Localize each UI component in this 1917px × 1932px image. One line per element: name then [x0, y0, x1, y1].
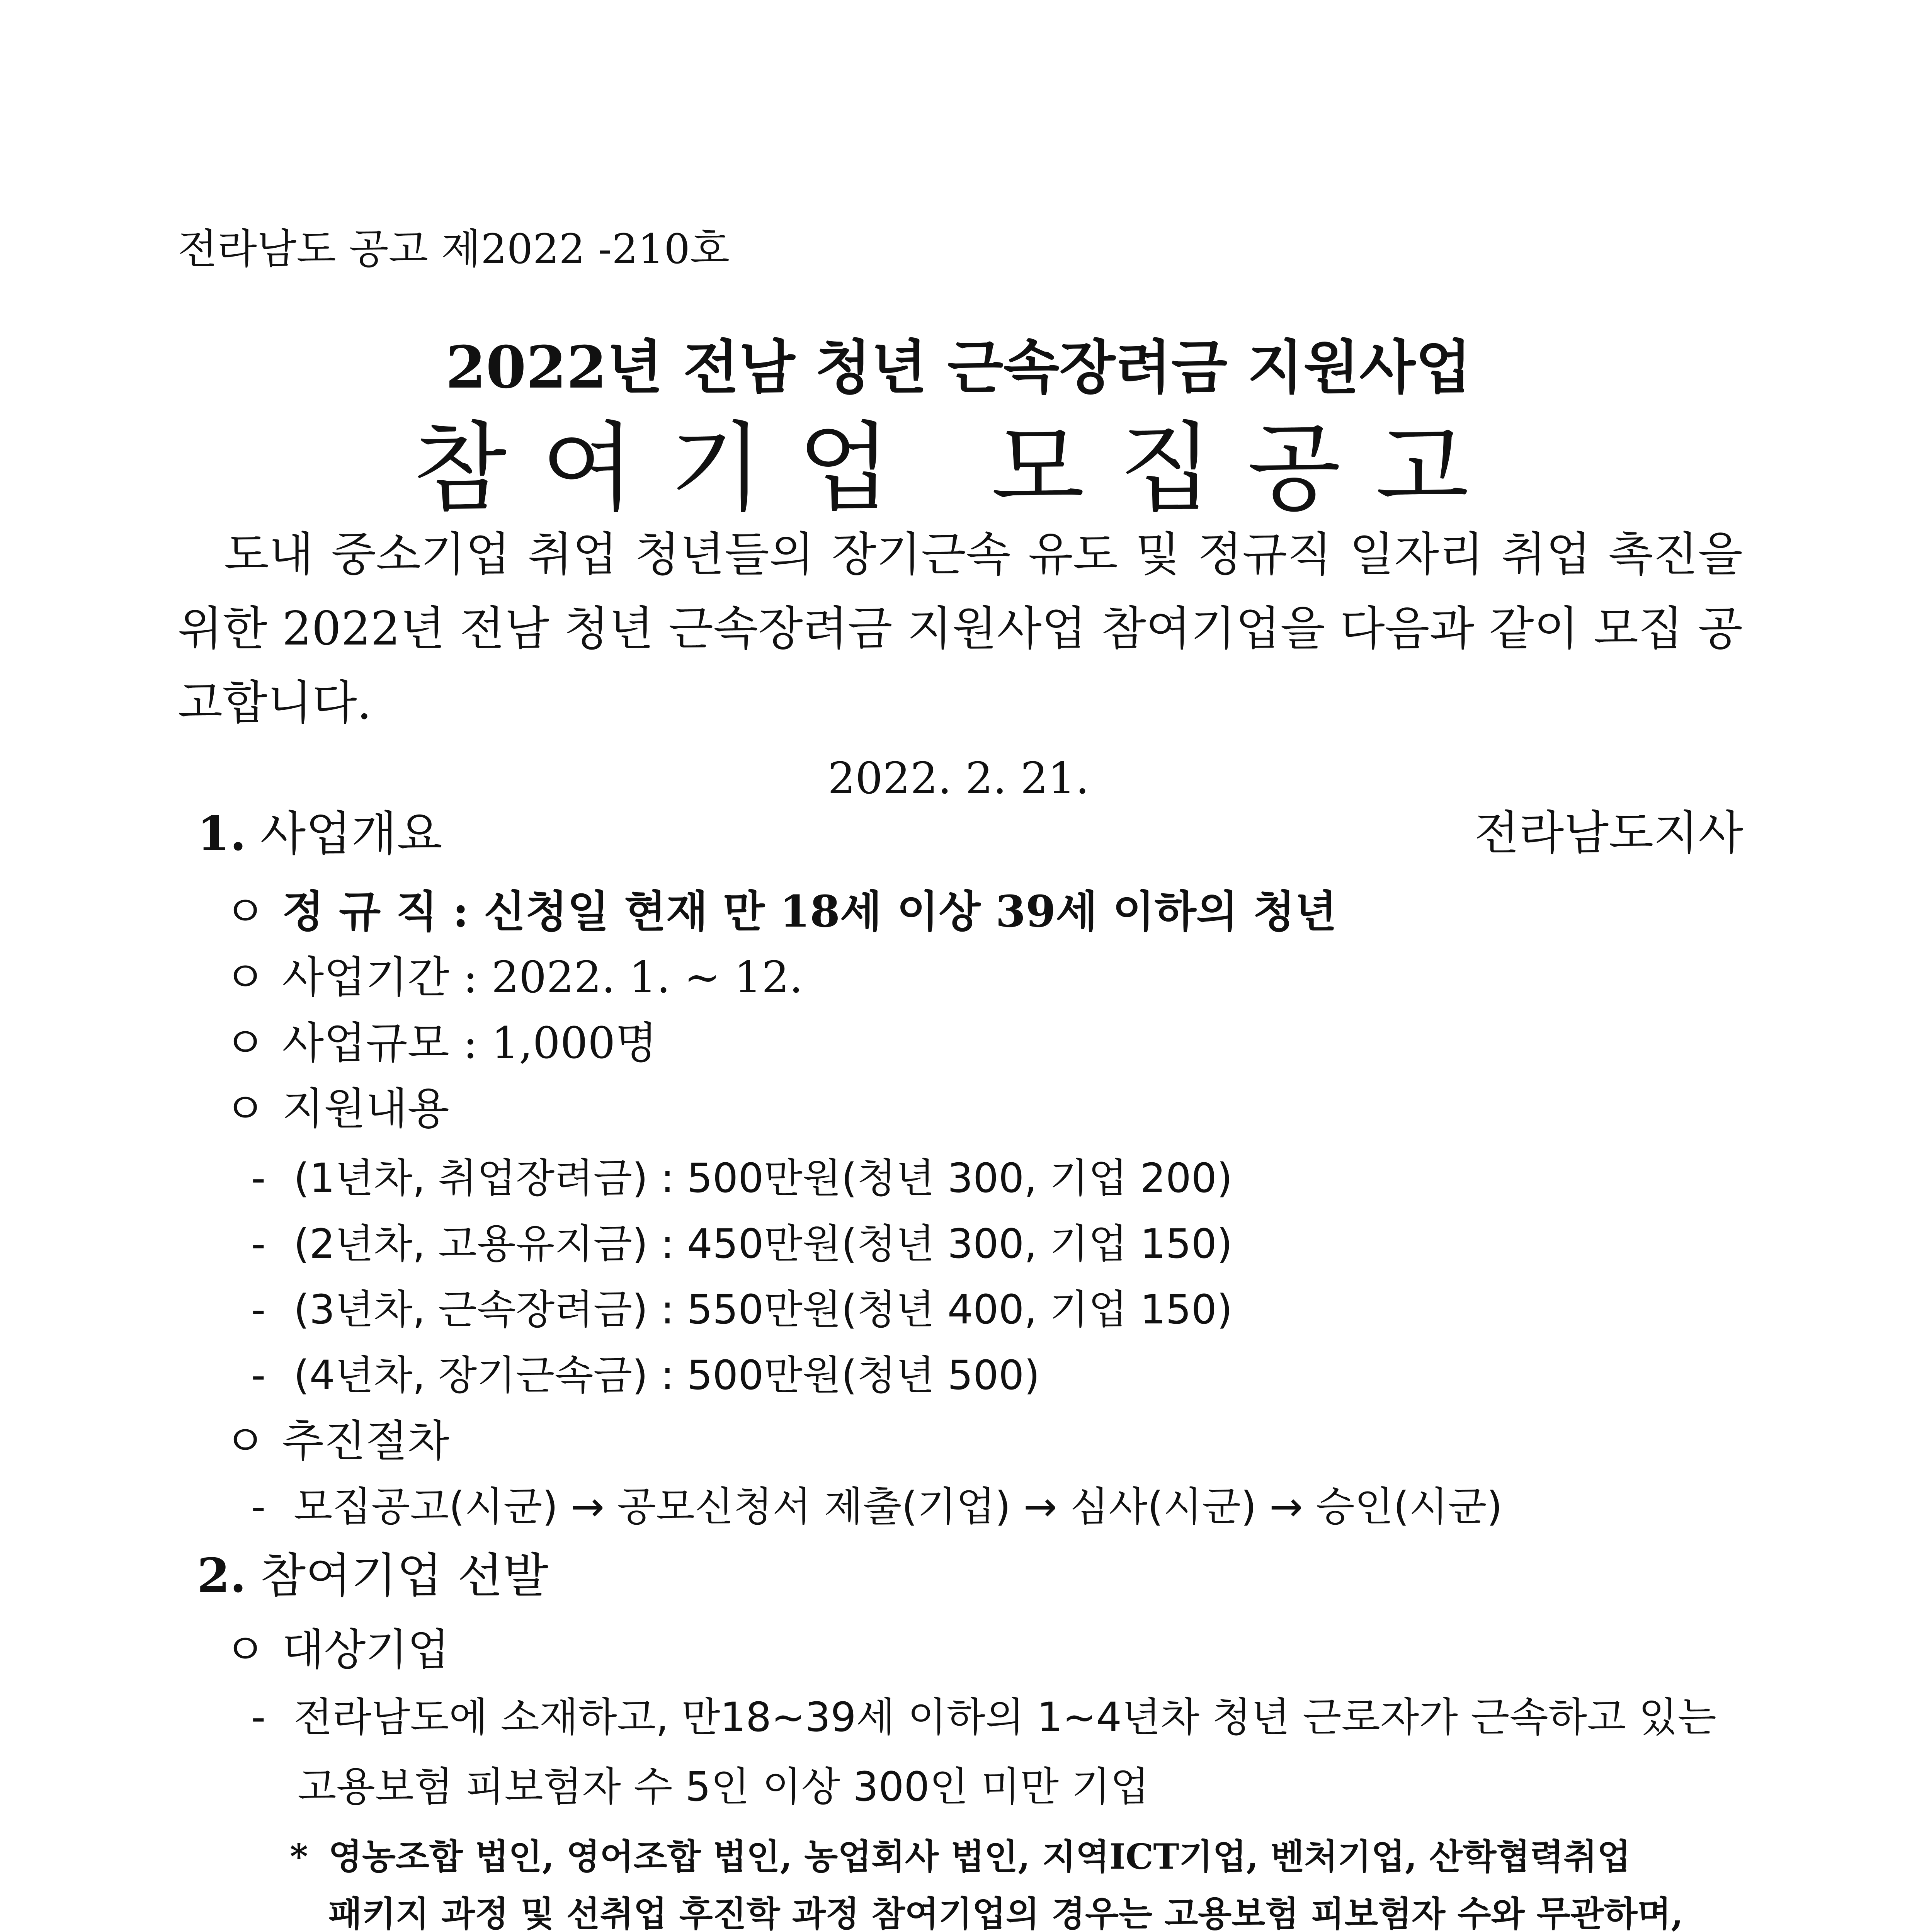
support-item: - (1년차, 취업장려금) : 500만원(청년 300, 기업 200): [251, 1155, 1233, 1202]
procedure-label: 추진절차: [282, 1416, 449, 1466]
support-item-text: (3년차, 근속장려금) : 550만원(청년 400, 기업 150): [294, 1286, 1233, 1333]
section-2-heading: [197, 1538, 548, 1605]
target-item: - 전라남도에 소재하고, 만18~39세 이하의 1~4년차 청년 근로자가 근속하고 있는: [251, 1694, 1716, 1741]
bullet-eligibility: [224, 877, 1337, 939]
support-item-text: (4년차, 장기근속금) : 500만원(청년 500): [294, 1352, 1040, 1399]
bullet-mark: ㅇ: [224, 1084, 266, 1134]
target-label: 대상기업: [282, 1625, 449, 1675]
notice-date: 2022. 2. 21.: [828, 753, 1089, 804]
bullet-scale: [224, 1009, 657, 1071]
support-label: 지원내용: [282, 1084, 449, 1134]
bullet-procedure: [224, 1406, 449, 1469]
procedure-item: - 모집공고(시군) → 공모신청서 제출(기업) → 심사(시군) → 승인(시군): [251, 1483, 1503, 1530]
support-item-text: (1년차, 취업장려금) : 500만원(청년 300, 기업 200): [294, 1155, 1233, 1202]
section-1-title: 사업개요: [260, 806, 442, 861]
target-line-2: 고용보험 피보험자 수 5인 이상 300인 미만 기업: [298, 1763, 1149, 1810]
bullet-target: [224, 1615, 449, 1677]
section-2-number: 2.: [197, 1548, 247, 1603]
period-text: 사업기간 : 2022. 1. ~ 12.: [282, 952, 803, 1003]
eligibility-text: 정 규 직 : 신청일 현재 만 18세 이상 39세 이하의 청년: [282, 886, 1337, 937]
bullet-mark: ㅇ: [224, 952, 266, 1003]
support-item: - (2년차, 고용유지금) : 450만원(청년 300, 기업 150): [251, 1220, 1233, 1267]
bullet-mark: ㅇ: [224, 887, 266, 937]
support-item: - (3년차, 근속장려금) : 550만원(청년 400, 기업 150): [251, 1286, 1233, 1333]
issuer: 전라남도지사: [1474, 806, 1743, 860]
target-line-1: 전라남도에 소재하고, 만18~39세 이하의 1~4년차 청년 근로자가 근속하고 있는: [294, 1694, 1716, 1741]
note-mark: *: [290, 1836, 308, 1877]
bullet-period: [224, 943, 803, 1005]
bullet-mark: ㅇ: [224, 1018, 266, 1068]
notice-number: 전라남도 공고 제2022 -210호: [178, 225, 730, 273]
bullet-support: [224, 1074, 449, 1136]
bullet-mark: ㅇ: [224, 1416, 266, 1466]
bullet-mark: ㅇ: [224, 1625, 266, 1675]
procedure-text: 모집공고(시군) → 공모신청서 제출(기업) → 심사(시군) → 승인(시군): [294, 1483, 1503, 1530]
section-1-number: 1.: [197, 806, 247, 861]
title-line-1: 2022년 전남 청년 근속장려금 지원사업: [446, 333, 1471, 401]
note-line: 패키지 과정 및 선취업 후진학 과정 참여기업의 경우는 고용보험 피보험자 수와 무관하며,: [328, 1893, 1683, 1932]
note-line: 영농조합 법인, 영어조합 법인, 농업회사 법인, 지역ICT기업, 벤처기업, 산학협력취업: [328, 1836, 1631, 1877]
section-2-title: 참여기업 선발: [260, 1548, 549, 1603]
support-item-text: (2년차, 고용유지금) : 450만원(청년 300, 기업 150): [294, 1220, 1233, 1267]
note-item: [290, 1828, 1631, 1886]
title-line-2: 참여기업 모집공고: [413, 412, 1504, 524]
intro-paragraph: 도내 중소기업 취업 청년들의 장기근속 유도 및 정규직 일자리 취업 촉진을 위한 2022년 전남 청년 근속장려금 지원사업 참여기업을 다음과 같이 모집 공고합니다.: [178, 528, 1743, 730]
support-item: - (4년차, 장기근속금) : 500만원(청년 500): [251, 1352, 1040, 1399]
section-1-heading: [197, 796, 442, 864]
scale-text: 사업규모 : 1,000명: [282, 1018, 657, 1068]
